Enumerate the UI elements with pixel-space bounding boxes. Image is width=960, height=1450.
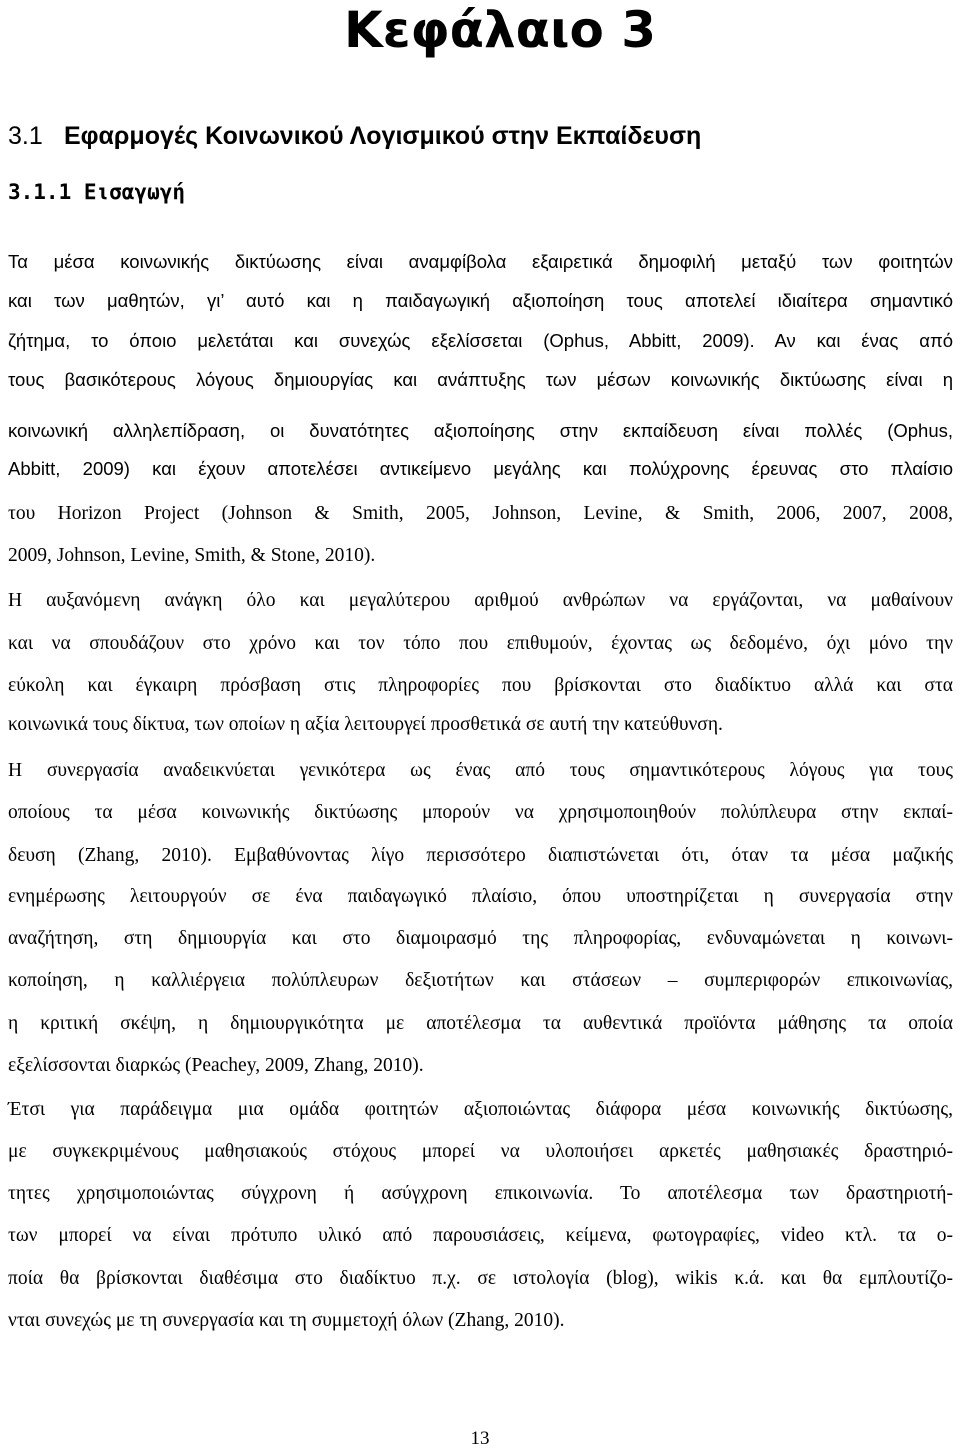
text-line: κοινωνική αλληλεπίδραση, οι δυνατότητες αξιοποίησης στην εκπαίδευση είναι πολλές (Ophus, [8,420,953,441]
text-line: Η αυξανόμενη ανάγκη όλο και μεγαλύτερου αριθμού ανθρώπων να εργάζονται, να μαθαίνουν [8,590,953,611]
text-line: των μπορεί να είναι πρότυπο υλικό από παρουσιάσεις, κείμενα, φωτογραφίες, video κτλ. τα ο- [8,1225,953,1246]
text-line: οποίους τα μέσα κοινωνικής δικτύωσης μπορούν να χρησιμοποιηθούν πολύπλευρα στην εκπαί- [8,802,953,823]
text-line: ποία θα βρίσκονται διαθέσιμα στο διαδίκτυο π.χ. σε ιστολογία (blog), wikis κ.ά. και θα εμπλουτίζο- [8,1268,953,1289]
text-line: δευση (Zhang, 2010). Εμβαθύνοντας λίγο περισσότερο διαπιστώνεται ότι, όταν τα μέσα μαζικής [8,845,953,866]
chapter-title: Κεφάλαιο 3 [343,1,657,59]
section-heading [8,116,701,156]
text-line: Η συνεργασία αναδεικνύεται γενικότερα ως ένας από τους σημαντικότερους λόγους για τους [8,760,953,781]
text-line: τητες χρησιμοποιώντας σύγχρονη ή ασύγχρονη επικοινωνία. Το αποτέλεσμα των δραστηριοτή- [8,1183,953,1204]
text-line: η κριτική σκέψη, η δημιουργικότητα με αποτέλεσμα τα αυθεντικά προϊόντα μάθησης τα οποία [8,1013,953,1034]
text-line: εύκολη και έγκαιρη πρόσβαση στις πληροφορίες που βρίσκονται στο διαδίκτυο αλλά και στα [8,675,953,696]
text-line: Abbitt, 2009) και έχουν αποτελέσει αντικείμενο μεγάλης και πολύχρονης έρευνας στο πλαίσιο [8,458,953,479]
text-line: Έτσι για παράδειγμα μια ομάδα φοιτητών αξιοποιώντας διάφορα μέσα κοινωνικής δικτύωσης, [8,1099,953,1120]
text-line: τους βασικότερους λόγους δημιουργίας και ανάπτυξης των μέσων κοινωνικής δικτύωσης είναι η [8,369,953,390]
section-number: 3.1 [8,122,43,150]
text-line: κοινωνικά τους δίκτυα, των οποίων η αξία λειτουργεί προσθετικά σε αυτή την κατεύθυνση. [8,714,723,735]
text-line: Τα μέσα κοινωνικής δικτύωσης είναι αναμφίβολα εξαιρετικά δημοφιλή μεταξύ των φοιτητών [8,251,953,272]
text-line: αναζήτηση, στη δημιουργία και στο διαμοιρασμό της πληροφορίας, ενδυναμώνεται η κοινωνι- [8,928,953,949]
text-line: κοποίηση, η καλλιέργεια πολύπλευρων δεξιοτήτων και στάσεων – συμπεριφορών επικοινωνίας, [8,970,953,991]
text-line: ζήτημα, το όποιο μελετάται και συνεχώς εξελίσσεται (Ophus, Abbitt, 2009). Αν και ένας από [8,330,953,351]
text-line: και να σπουδάζουν στο χρόνο και τον τόπο που επιθυμούν, έχοντας ως δεδομένο, όχι μόνο την [8,633,953,654]
text-line: με συγκεκριμένους μαθησιακούς στόχους μπορεί να υλοποιήσει αρκετές μαθησιακές δραστηριό- [8,1141,953,1162]
text-line: 2009, Johnson, Levine, Smith, & Stone, 2010). [8,545,376,566]
text-line: του Horizon Project (Johnson & Smith, 2005, Johnson, Levine, & Smith, 2006, 2007, 2008, [8,503,953,524]
text-line: και των μαθητών, γι’ αυτό και η παιδαγωγική αξιοποίηση τους αποτελεί ιδιαίτερα σημαντικό [8,290,953,311]
text-line: εξελίσσονται διαρκώς (Peachey, 2009, Zhang, 2010). [8,1055,424,1076]
subsection-heading: 3.1.1 Εισαγωγή [8,180,186,204]
section-title: Εφαρμογές Κοινωνικού Λογισμικού στην Εκπαίδευση [64,122,702,150]
text-line: ενημέρωσης λειτουργούν σε ένα παιδαγωγικό πλαίσιο, όπου υποστηρίζεται η συνεργασία στην [8,886,953,907]
page-number: 13 [470,1428,490,1449]
text-line: νται συνεχώς με τη συνεργασία και τη συμμετοχή όλων (Zhang, 2010). [8,1310,565,1331]
